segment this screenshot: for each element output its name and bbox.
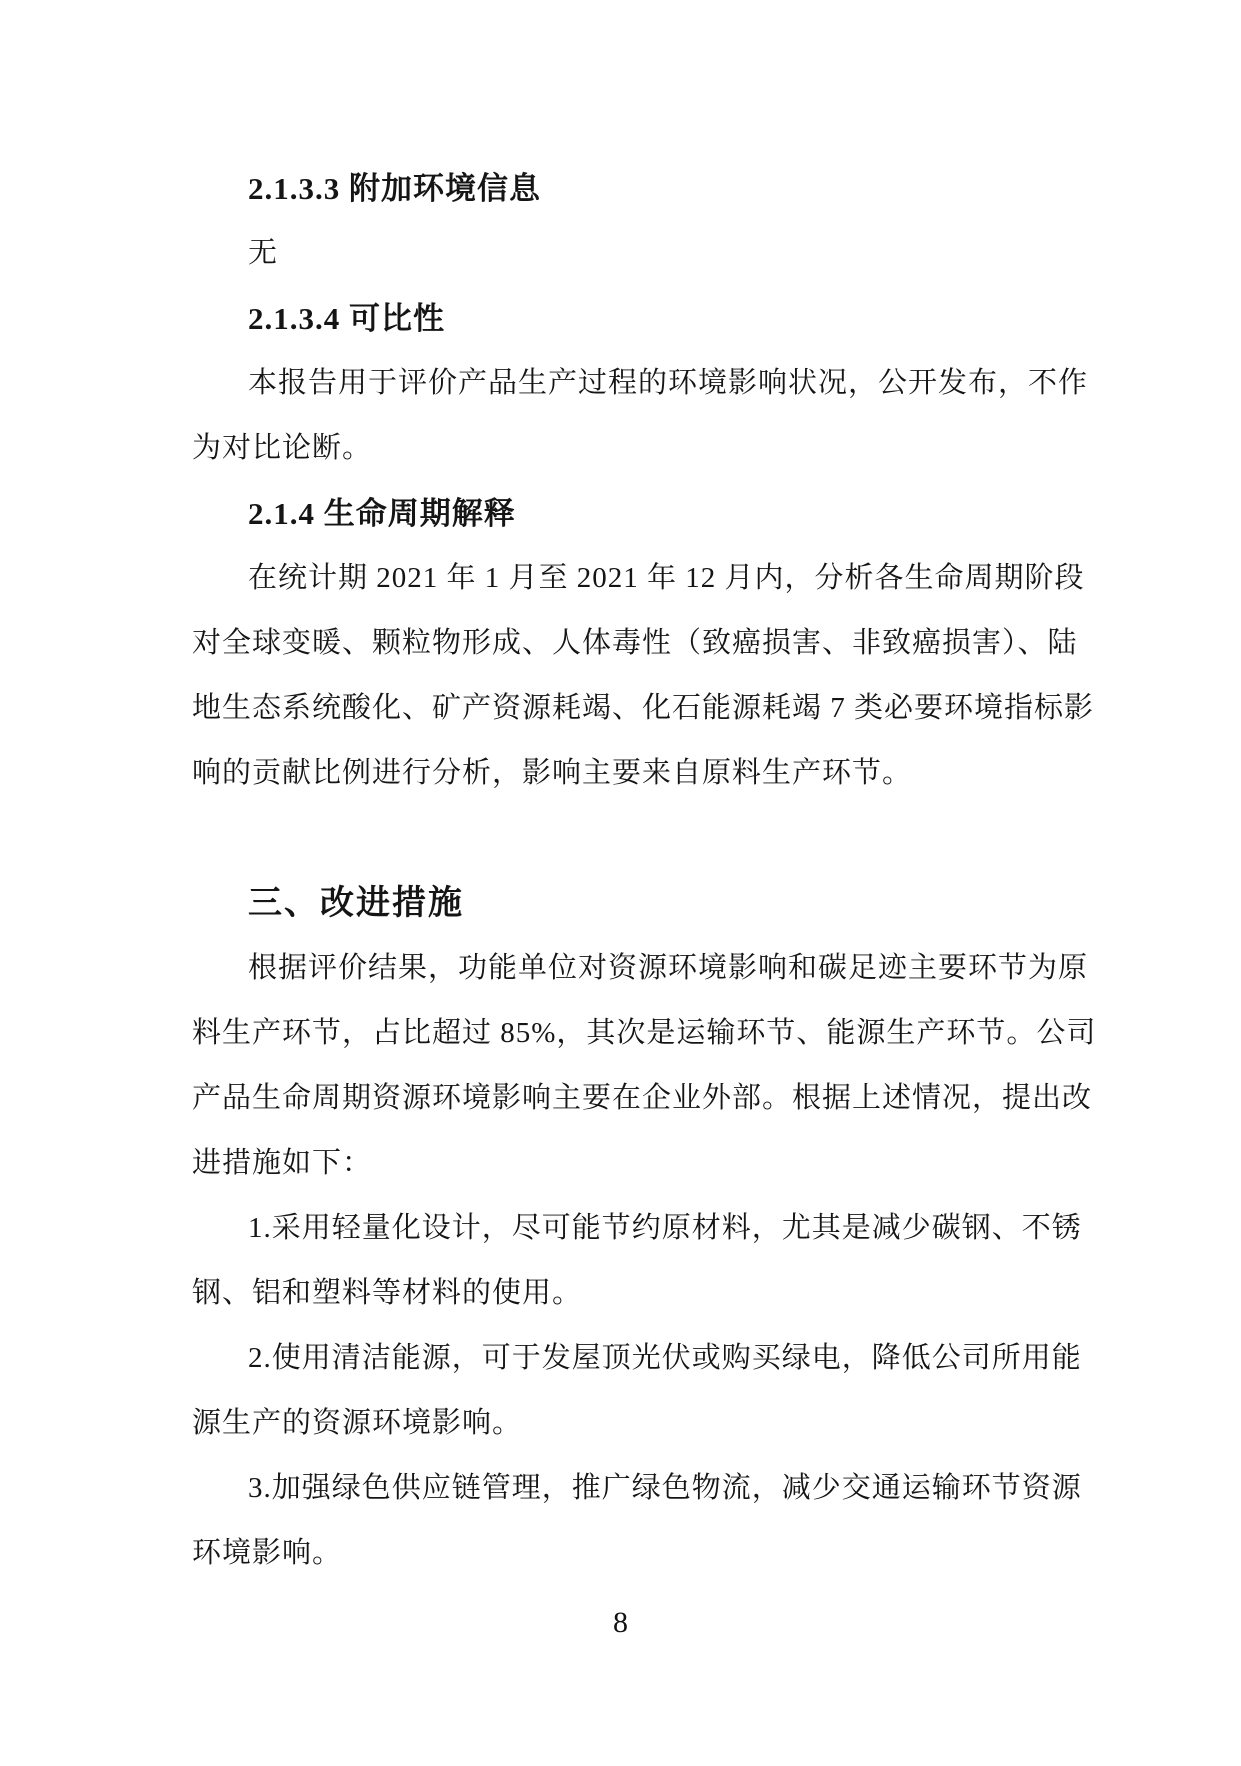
document-body <box>192 156 1097 1586</box>
paragraph-line: 料生产环节，占比超过 85%，其次是运输环节、能源生产环节。公司 <box>192 1017 1097 1049</box>
list-item-1-line: 1.采用轻量化设计，尽可能节约原材料，尤其是减少碳钢、不锈 <box>248 1212 1082 1244</box>
paragraph-line: 进措施如下： <box>192 1147 373 1179</box>
list-item-3-line: 环境影响。 <box>192 1537 343 1569</box>
list-item-3-line: 3.加强绿色供应链管理，推广绿色物流，减少交通运输环节资源 <box>248 1472 1082 1504</box>
page-number: 8 <box>613 1606 628 1639</box>
list-item-2-line: 2.使用清洁能源，可于发屋顶光伏或购买绿电，降低公司所用能 <box>248 1342 1082 1374</box>
paragraph-line: 产品生命周期资源环境影响主要在企业外部。根据上述情况，提出改 <box>192 1082 1093 1114</box>
heading-section-3: 三、改进措施 <box>248 884 464 922</box>
paragraph-line: 为对比论断。 <box>192 432 373 464</box>
paragraph-line: 根据评价结果，功能单位对资源环境影响和碳足迹主要环节为原 <box>248 952 1089 984</box>
paragraph-line: 在统计期 2021 年 1 月至 2021 年 12 月内，分析各生命周期阶段 <box>248 562 1085 594</box>
paragraph-line: 对全球变暖、颗粒物形成、人体毒性（致癌损害、非致癌损害）、陆 <box>192 627 1078 659</box>
list-item-2-line: 源生产的资源环境影响。 <box>192 1407 523 1439</box>
heading-2-1-3-4: 2.1.3.4 可比性 <box>248 301 445 336</box>
list-item-1-line: 钢、铝和塑料等材料的使用。 <box>192 1277 583 1309</box>
heading-2-1-3-3: 2.1.3.3 附加环境信息 <box>248 171 541 206</box>
paragraph-none-line: 无 <box>248 237 279 269</box>
paragraph-line: 本报告用于评价产品生产过程的环境影响状况，公开发布，不作 <box>248 367 1089 399</box>
paragraph-line: 响的贡献比例进行分析，影响主要来自原料生产环节。 <box>192 757 913 789</box>
paragraph-line: 地生态系统酸化、矿产资源耗竭、化石能源耗竭 7 类必要环境指标影 <box>192 692 1095 724</box>
heading-2-1-4: 2.1.4 生命周期解释 <box>248 496 516 531</box>
